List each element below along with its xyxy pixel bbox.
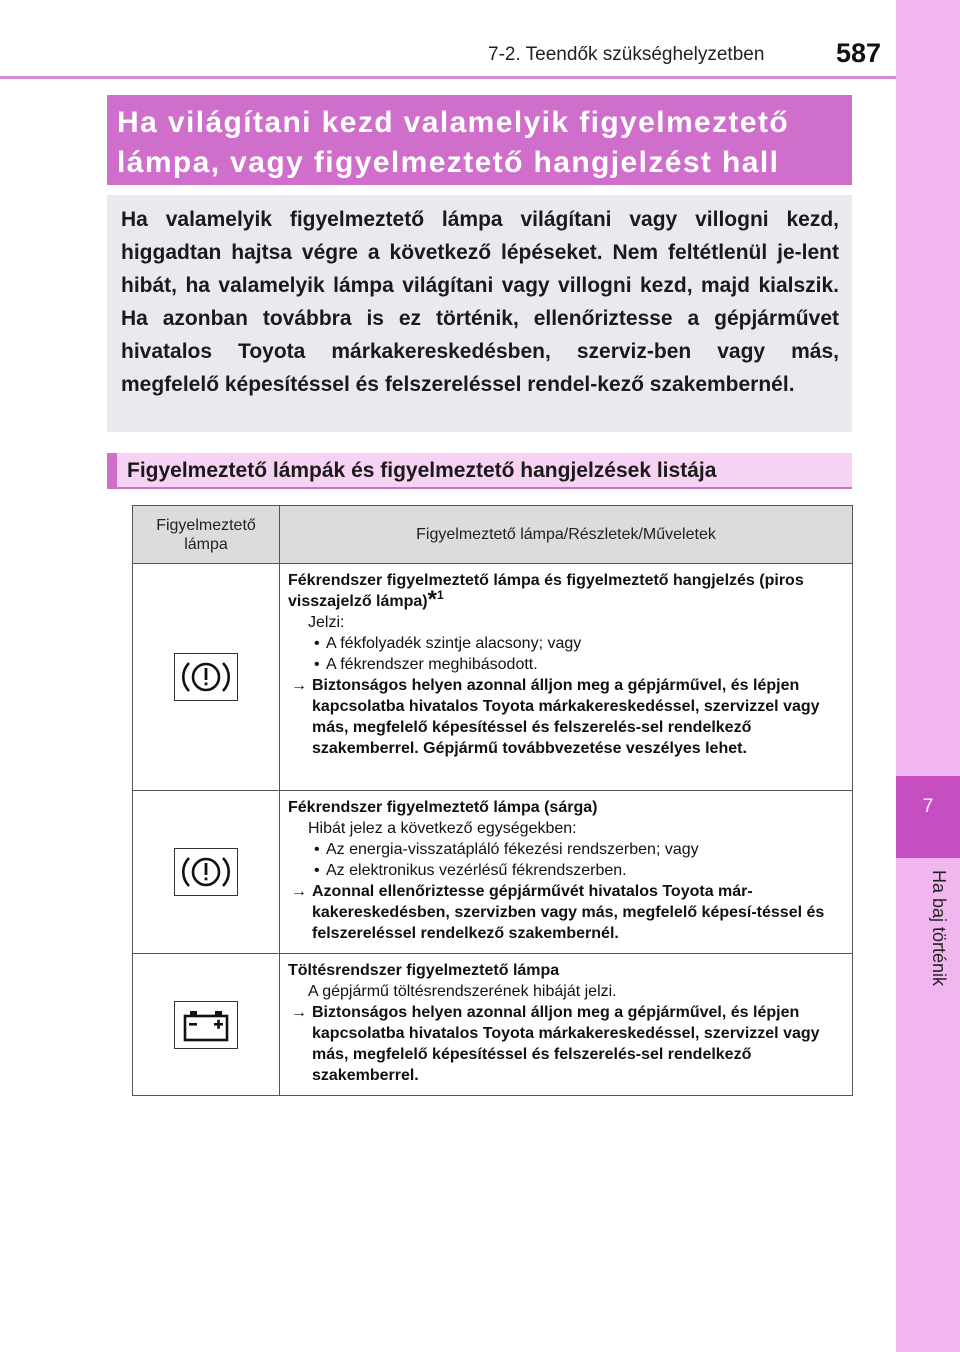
action-text: → Biztonságos helyen azonnal álljon meg a gépjárművel, és lépjen kapcsolatba hivatalos Toyota márkakereskedéssel, szervizzel vagy más, megfelelő képesítéssel és felszerelés-sel rendelkező szakemberrel. Gépjármű továbbvezetése veszélyes lehet. (291, 677, 820, 757)
chapter-number: 7 (922, 796, 934, 817)
lamp-intro: A gépjármű töltésrendszerének hibáját jelzi. (308, 983, 617, 1000)
chapter-side-strip (896, 0, 960, 1352)
details-cell (280, 791, 853, 954)
section-title: 7-2. Teendők szükséghelyzetben (488, 44, 765, 65)
section-subheading: Figyelmeztető lámpák és figyelmeztető hangjelzések listája (107, 453, 852, 489)
arrow-icon: → (291, 1004, 307, 1021)
footnote-number: 1 (436, 588, 444, 602)
column-header-lamp: Figyelmeztető lámpa (133, 506, 280, 564)
list-item: • Az elektronikus vezérlésű fékrendszerben. (288, 860, 844, 881)
battery-icon (174, 1001, 238, 1049)
table-row (133, 791, 853, 954)
footnote-star: * (427, 586, 437, 613)
list-item: • A fékfolyadék szintje alacsony; vagy (288, 633, 844, 654)
lamp-intro: Hibát jelez a következő egységekben: (308, 820, 577, 837)
brake-warning-icon (174, 653, 238, 701)
icon-cell (133, 791, 280, 954)
list-item: • Az energia-visszatápláló fékezési rendszerben; vagy (288, 839, 844, 860)
page-number: 587 (836, 38, 882, 68)
page-title-line-1: Ha világítani kezd valamelyik figyelmeztető (117, 106, 790, 139)
column-header-details: Figyelmeztető lámpa/Részletek/Műveletek (280, 506, 853, 564)
brake-warning-icon (174, 848, 238, 896)
list-item: • A fékrendszer meghibásodott. (288, 654, 844, 675)
action-text: → Biztonságos helyen azonnal álljon meg a gépjárművel, és lépjen kapcsolatba hivatalos Toyota márkakereskedéssel, szervizzel vagy más, megfelelő képesítéssel és felszerelés-sel rendelkező szakemberrel. (291, 1004, 820, 1084)
icon-cell (133, 564, 280, 791)
header-divider (0, 76, 896, 79)
action-text: → Azonnal ellenőriztesse gépjárművét hivatalos Toyota már-kakereskedésben, szervizben vagy más, megfelelő képesí-téssel és felszereléssel rendelkező szakembernél. (291, 883, 825, 942)
icon-cell (133, 954, 280, 1096)
lamp-intro: Jelzi: (308, 614, 345, 631)
lamp-title: Fékrendszer figyelmeztető lámpa (sárga) (288, 799, 598, 816)
lamp-title: Fékrendszer figyelmeztető lámpa és figyelmeztető hangjelzés (piros visszajelző lámpa)*$^1$ (288, 572, 804, 613)
arrow-icon: → (291, 677, 307, 694)
chapter-label: Ha baj történik (929, 870, 949, 987)
intro-text: Ha valamelyik figyelmeztető lámpa világítani vagy villogni kezd, higgadtan hajtsa végre a következő lépéseket. Nem feltétlenül je-lent hibát, ha valamelyik lámpa világítani vagy villogni kezd, majd kialszik. Ha azonban továbbra is ez történik, ellenőriztesse a gépjárművet hivatalos Toyota márkakereskedésben, szerviz-ben vagy más, megfelelő képesítéssel és felszereléssel rendel-kező szakembernél. (121, 208, 839, 396)
table-row (133, 564, 853, 791)
details-cell (280, 954, 853, 1096)
details-cell (280, 564, 853, 791)
warning-lights-table (132, 505, 853, 1096)
page-title-box (107, 95, 852, 185)
table-header-row (133, 506, 853, 564)
intro-box (107, 195, 852, 432)
arrow-icon: → (291, 883, 307, 900)
lamp-title: Töltésrendszer figyelmeztető lámpa (288, 962, 560, 979)
page-title-line-2: lámpa, vagy figyelmeztető hangjelzést hall (117, 146, 780, 179)
table-row (133, 954, 853, 1096)
